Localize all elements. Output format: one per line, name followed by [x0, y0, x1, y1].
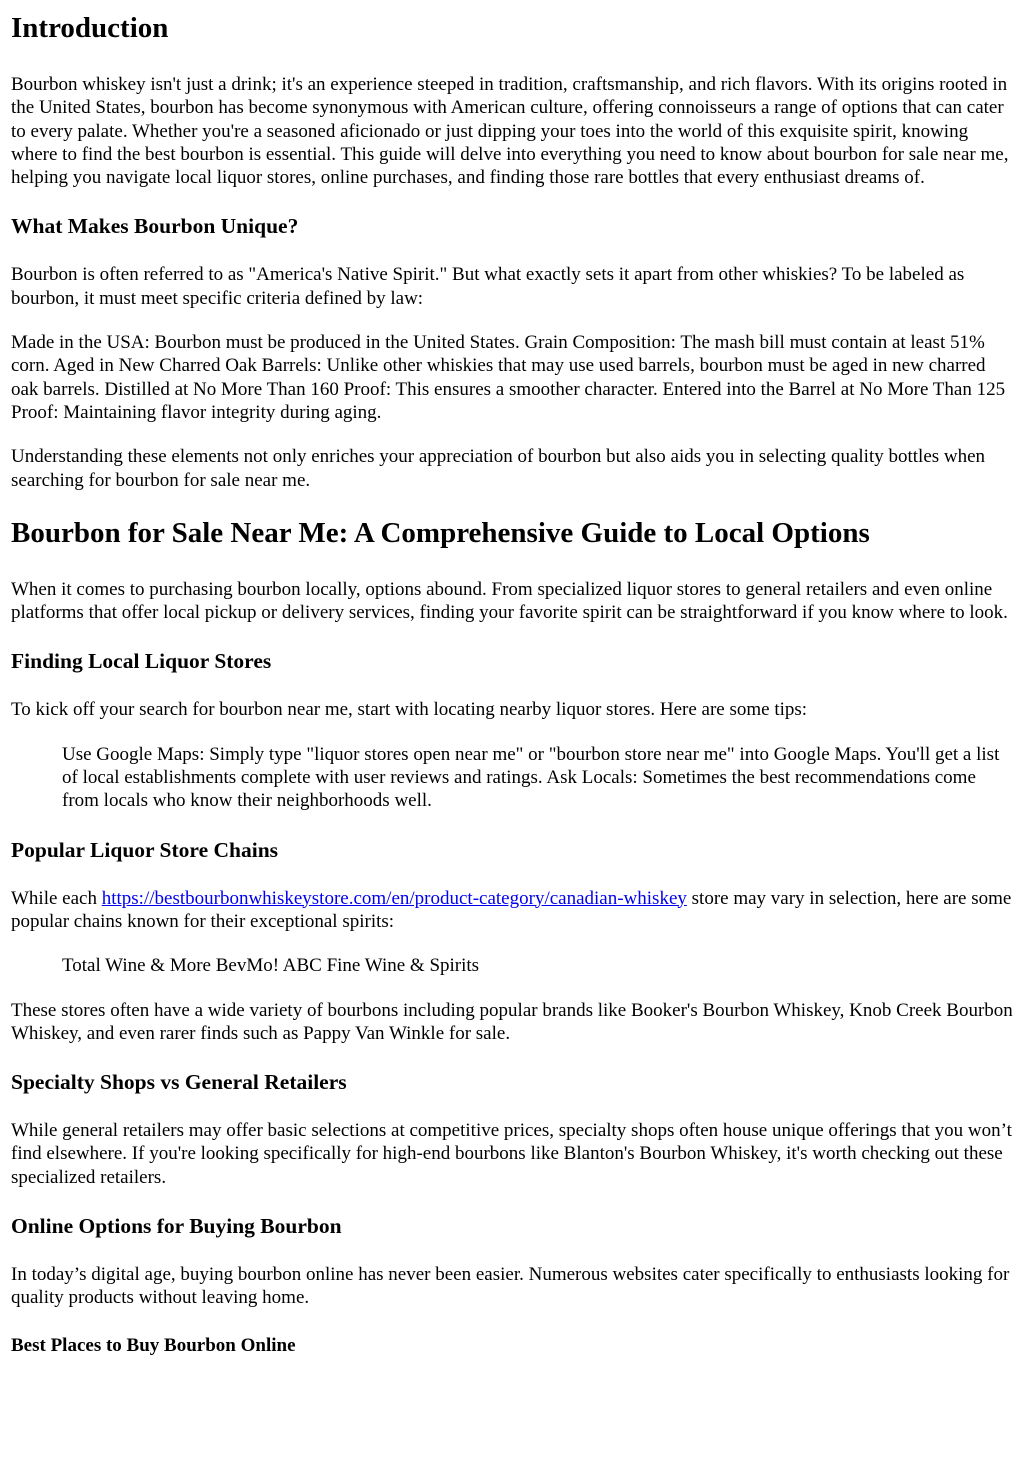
finding-paragraph: To kick off your search for bourbon near me, start with locating nearby liquor stores. Here are some tips:: [11, 699, 808, 721]
finding-tips-quote: Use Google Maps: Simply type "liquor stores open near me" or "bourbon store near me" into Google Maps. You'll get a list of local establishments complete with user reviews and ratings. Ask Locals: Sometimes the best recommendations come from locals who know their neighborhoods well.: [62, 743, 1000, 812]
finding-heading: Finding Local Liquor Stores: [11, 649, 272, 674]
online-paragraph: In today’s digital age, buying bourbon online has never been easier. Numerous websites cater specifically to enthusiasts looking for quality products without leaving home.: [11, 1264, 1010, 1309]
intro-heading: Introduction: [11, 12, 169, 44]
chains-heading: Popular Liquor Store Chains: [11, 837, 279, 862]
unique-paragraph-2: Made in the USA: Bourbon must be produced in the United States. Grain Composition: The mash bill must contain at least 51% corn. Aged in New Charred Oak Barrels: Unlike other whiskies that may use used barrels, bourbon must be aged in new charred oak barrels. Distilled at No More Than 160 Proof: This ensures a smoother character. Entered into the Barrel at No More Than 125 Proof: Maintaining flavor integrity during aging.: [11, 332, 1006, 423]
guide-paragraph: When it comes to purchasing bourbon locally, options abound. From specialized liquor stores to general retailers and even online platforms that offer local pickup or delivery services, finding your favorite spirit can be straightforward if you know where to look.: [11, 578, 1008, 624]
chains-text-before-link: While each: [11, 887, 102, 909]
guide-heading: Bourbon for Sale Near Me: A Comprehensive Guide to Local Options: [11, 516, 870, 549]
unique-paragraph-3: Understanding these elements not only enriches your appreciation of bourbon but also aids you in selecting quality bottles when searching for bourbon for sale near me.: [11, 446, 986, 491]
specialty-paragraph: While general retailers may offer basic selections at competitive prices, specialty shops often house unique offerings that you won’t find elsewhere. If you're looking specifically for high-end bourbons like Blanton's Bourbon Whiskey, it's worth checking out these specialized retailers.: [11, 1120, 1012, 1188]
chains-list-quote: Total Wine & More BevMo! ABC Fine Wine & Spirits: [62, 955, 480, 977]
specialty-heading: Specialty Shops vs General Retailers: [11, 1070, 347, 1095]
article: [0, 11, 1024, 1357]
chains-text-after-link: store may vary in selection, here are some popular chains known for their exceptional spirits:: [11, 887, 1012, 932]
unique-heading: What Makes Bourbon Unique?: [11, 214, 299, 239]
intro-paragraph: Bourbon whiskey isn't just a drink; it's an experience steeped in tradition, craftsmanship, and rich flavors. With its origins rooted in the United States, bourbon has become synonymous with American culture, offering connoisseurs a range of options that can cater to every palate. Whether you're a seasoned aficionado or just dipping your toes into the world of this exquisite spirit, knowing where to find the best bourbon is essential. This guide will delve into everything you need to know about bourbon for sale near me, helping you navigate local liquor stores, online purchases, and finding those rare bottles that every enthusiast dreams of.: [11, 74, 1009, 189]
unique-paragraph-1: Bourbon is often referred to as "America's Native Spirit." But what exactly sets it apart from other whiskies? To be labeled as bourbon, it must meet specific criteria defined by law:: [11, 264, 965, 309]
online-heading: Online Options for Buying Bourbon: [11, 1214, 342, 1239]
chains-paragraph: [11, 887, 1014, 934]
chains-paragraph-2: These stores often have a wide variety of bourbons including popular brands like Booker's Bourbon Whiskey, Knob Creek Bourbon Whiskey, and even rarer finds such as Pappy Van Winkle for sale.: [11, 999, 1013, 1044]
best-places-heading: Best Places to Buy Bourbon Online: [11, 1334, 296, 1356]
canadian-whiskey-link[interactable]: https://bestbourbonwhiskeystore.com/en/product-category/canadian-whiskey: [101, 887, 687, 909]
